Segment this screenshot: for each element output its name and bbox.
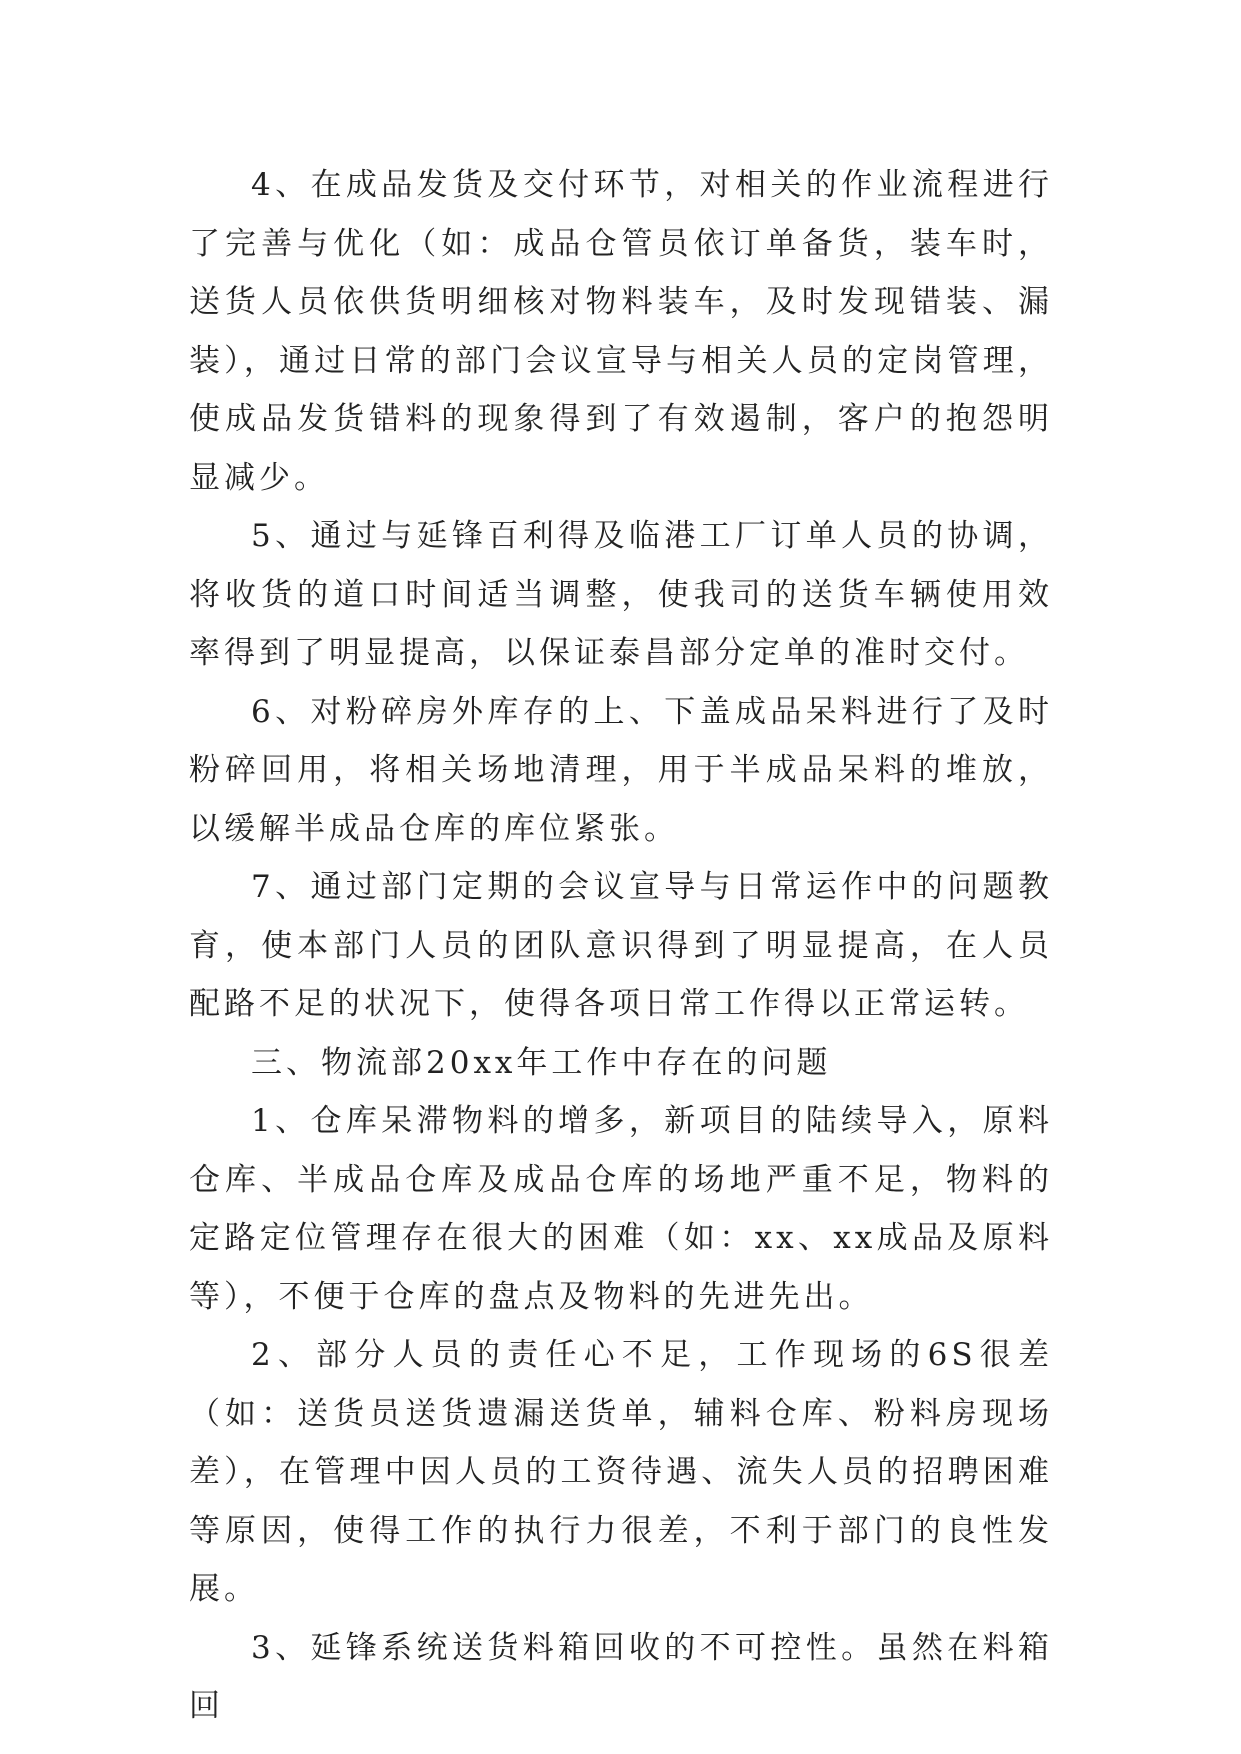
section-heading-problems: 三、物流部20xx年工作中存在的问题 xyxy=(251,1044,832,1081)
paragraph-item-7-team-awareness: 7、通过部门定期的会议宣导与日常运作中的问题教育，使本部门人员的团队意识得到了明显提高，在人员配路不足的状况下，使得各项日常工作得以正常运转。 xyxy=(189,869,1053,1022)
problem-item-1-warehouse-space: 1、仓库呆滞物料的增多，新项目的陆续导入，原料仓库、半成品仓库及成品仓库的场地严重不足，物料的定路定位管理存在很大的困难（如：xx、xx成品及原料等），不便于仓库的盘点及物料的先进先出。 xyxy=(189,1103,1053,1315)
paragraph-item-4-finished-goods-shipping: 4、在成品发货及交付环节，对相关的作业流程进行了完善与优化（如：成品仓管员依订单备货，装车时，送货人员依供货明细核对物料装车，及时发现错装、漏装），通过日常的部门会议宣导与相关人员的定岗管理，使成品发货错料的现象得到了有效遏制，客户的抱怨明显减少。 xyxy=(189,167,1053,496)
paragraph-item-6-crushing-room-stock: 6、对粉碎房外库存的上、下盖成品呆料进行了及时粉碎回用，将相关场地清理，用于半成品呆料的堆放，以缓解半成品仓库的库位紧张。 xyxy=(189,693,1053,847)
problem-item-2-staff-responsibility: 2、部分人员的责任心不足，工作现场的6S很差（如：送货员送货遗漏送货单，辅料仓库、粉料房现场差），在管理中因人员的工资待遇、流失人员的招聘困难等原因，使得工作的执行力很差，不利于部门的良性发展。 xyxy=(189,1337,1053,1607)
problem-item-3-bin-recovery: 3、延锋系统送货料箱回收的不可控性。虽然在料箱回 xyxy=(189,1629,1053,1724)
document-body xyxy=(189,156,1053,1736)
paragraph-item-5-dock-time-coordination: 5、通过与延锋百利得及临港工厂订单人员的协调，将收货的道口时间适当调整，使我司的送货车辆使用效率得到了明显提高，以保证泰昌部分定单的准时交付。 xyxy=(189,518,1053,671)
